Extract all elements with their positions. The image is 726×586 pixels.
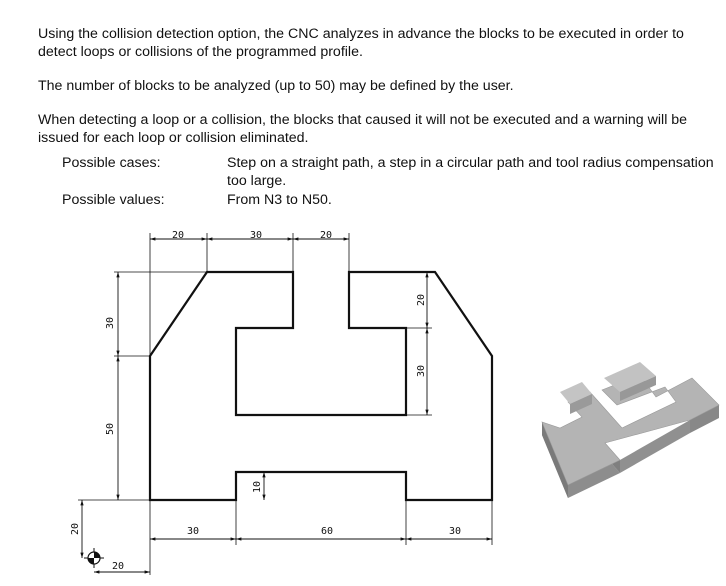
dim-bottom-mid: 60 <box>320 526 334 537</box>
dim-bottom-right: 30 <box>448 526 462 537</box>
dimension-lines <box>82 239 492 572</box>
paragraph-warning: When detecting a loop or a collision, the blocks that caused it will not be executed and a warning will be issued for each loop or collision eliminated. <box>38 112 688 146</box>
part-3d-render-icon <box>542 362 719 498</box>
dim-right-lower: 30 <box>416 364 427 378</box>
dim-origin-x: 20 <box>111 561 125 572</box>
dim-left-upper: 30 <box>105 316 116 330</box>
possible-values-label: Possible values: <box>62 192 165 208</box>
origin-icon <box>84 548 104 568</box>
dim-notch: 10 <box>252 480 263 494</box>
dim-origin-y: 20 <box>70 522 81 536</box>
paragraph-block-count: The number of blocks to be analyzed (up to 50) may be defined by the user. <box>38 78 514 94</box>
dim-top-left: 20 <box>171 230 185 241</box>
dim-bottom-left: 30 <box>186 526 200 537</box>
extension-lines <box>78 233 492 575</box>
paragraph-intro: Using the collision detection option, the CNC analyzes in advance the blocks to be executed in order to detect loops or collisions of the programmed profile. <box>38 26 684 60</box>
dim-right-upper: 20 <box>416 293 427 307</box>
possible-cases-value: Step on a straight path, a step in a circular path and tool radius compensation too large. <box>227 155 714 189</box>
dim-left-lower: 50 <box>105 422 116 436</box>
dim-top-mid: 30 <box>249 230 263 241</box>
possible-cases-label: Possible cases: <box>62 155 161 171</box>
outer-profile <box>150 272 492 500</box>
dim-top-right: 20 <box>319 230 333 241</box>
possible-values-value: From N3 to N50. <box>227 192 332 208</box>
